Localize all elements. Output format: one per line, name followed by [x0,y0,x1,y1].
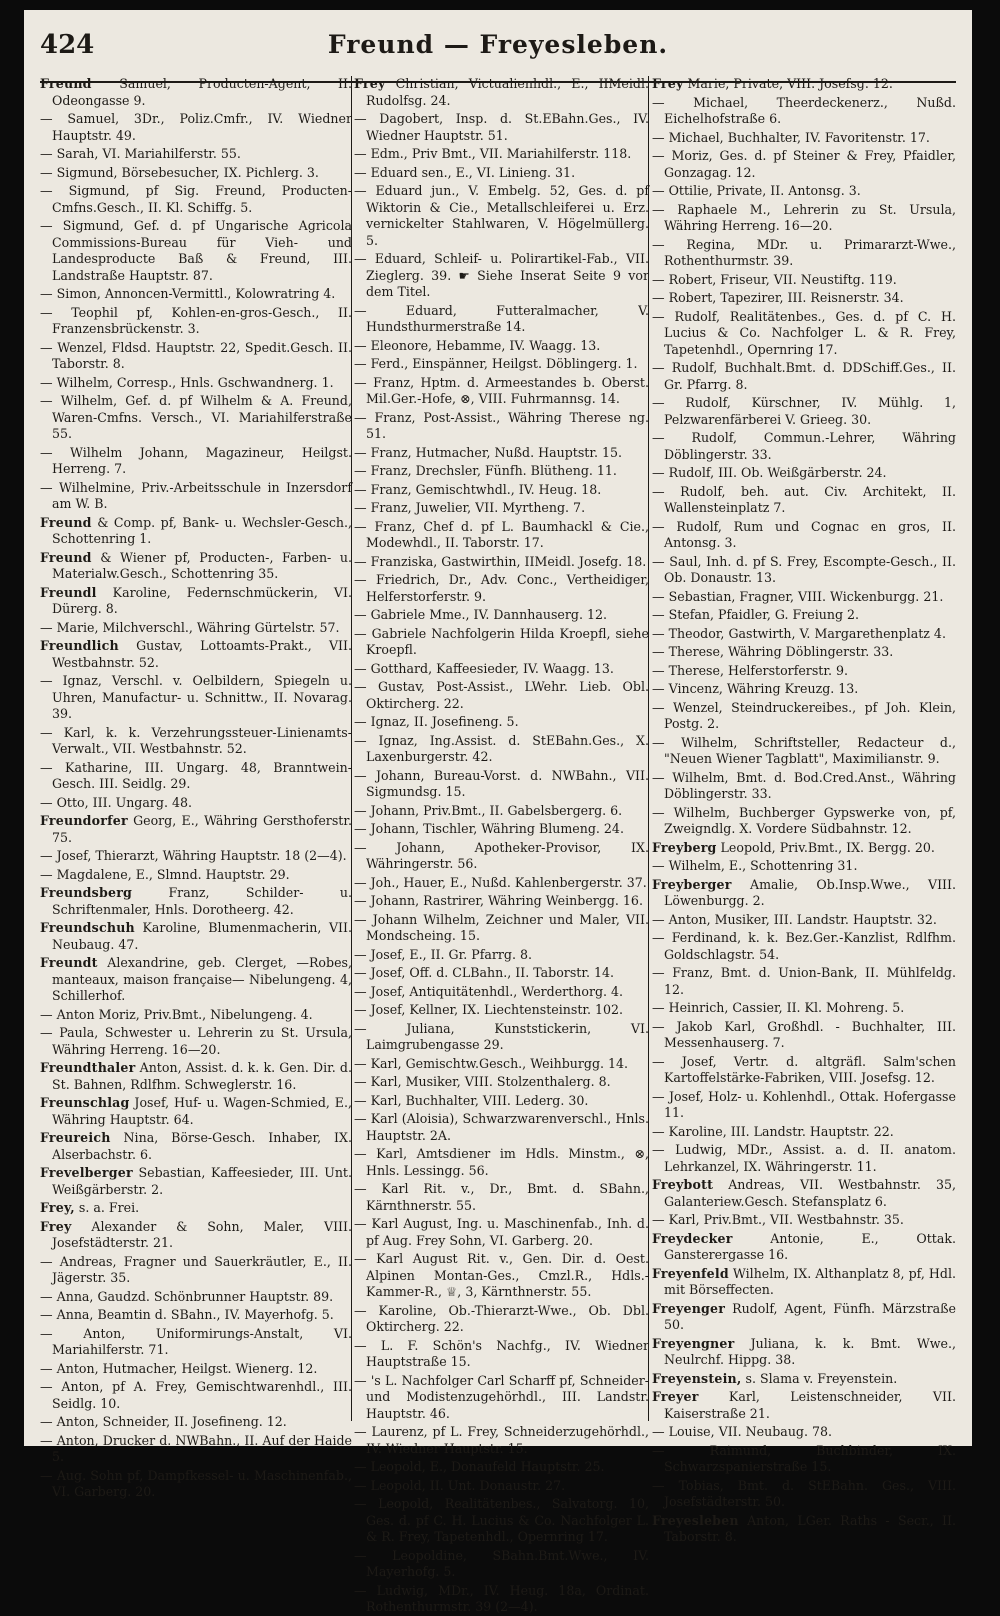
directory-entry: — Wenzel, Steindruckereibes., pf Joh. Klein, Postg. 2. [652,700,956,733]
directory-entry: — Karl, Musiker, VIII. Stolzenthalerg. 8. [354,1074,649,1091]
directory-entry: Freydecker Antonie, E., Ottak. Gansterergasse 16. [652,1230,956,1262]
directory-entry: — Anton, Uniformirungs-Anstalt, VI. Mariahilferstr. 71. [40,1326,352,1359]
directory-entry: — Josef, Vertr. d. altgräfl. Salm'schen Kartoffelstärke-Fabriken, VIII. Josefsg. 12. [652,1054,956,1087]
directory-entry: Freyenstein, s. Slama v. Freyenstein. [652,1370,898,1386]
directory-entry: — Rudolf, Kürschner, IV. Mühlg. 1, Pelzwarenfärberei V. Grieeg. 30. [652,395,956,428]
directory-entry: — Wilhelmine, Priv.-Arbeitsschule in Inzersdorf am W. B. [40,480,352,513]
directory-entry: — Wilhelm, Buchberger Gypswerke von, pf, Zweigndlg. X. Vordere Südbahnstr. 12. [652,805,956,838]
directory-entry: Freundlich Gustav, Lottoamts-Prakt., VII. Westbahnstr. 52. [40,638,352,670]
surname-heading: Freureich [40,1130,111,1145]
directory-entry: — Karl, Buchhalter, VIII. Lederg. 30. [354,1093,649,1110]
surname-heading: Frey [40,1218,72,1234]
directory-entry: — Gabriele Nachfolgerin Hilda Kroepfl, siehe Kroepfl. [354,626,649,659]
directory-entry: — Ignaz, II. Josefineng. 5. [354,714,649,731]
directory-entry: — Josef, Off. d. CLBahn., II. Taborstr. 14. [354,965,649,982]
surname-heading: Freyberger [652,876,732,892]
directory-entry: — Franz, Drechsler, Fünfh. Blütheng. 11. [354,463,649,480]
directory-entry: — 's L. Nachfolger Carl Scharff pf, Schneider- und Modistenzugehörhdl., III. Landstr. Hauptstr. 46. [354,1373,649,1423]
directory-entry: Freund & Wiener pf, Producten-, Farben- u. Materialw.Gesch., Schottenring 35. [40,549,352,581]
directory-entry: Freyer Karl, Leistenschneider, VII. Kaiserstraße 21. [652,1389,956,1421]
directory-entry: — Regina, MDr. u. Primararzt-Wwe., Rothenthurmstr. 39. [652,237,956,270]
directory-entry: — Karl, Priv.Bmt., VII. Westbahnstr. 35. [652,1212,956,1229]
column-right [652,76,956,1544]
directory-page [24,10,972,1614]
directory-entry: — Johann, Rastrirer, Währing Weinbergg. 16. [354,893,649,910]
directory-entry: — Andreas, Fragner und Sauerkräutler, E., II. Jägerstr. 35. [40,1254,352,1287]
directory-entry: — Marie, Milchverschl., Währing Gürtelstr. 57. [40,620,352,637]
directory-entry: — Franz, Chef d. pf L. Baumhackl & Cie., Modewhdl., II. Taborstr. 17. [354,519,649,552]
directory-entry: Frevelberger Sebastian, Kaffeesieder, III. Unt. Weißgärberstr. 2. [40,1165,352,1197]
directory-entry: — Raphaele M., Lehrerin zu St. Ursula, Währing Herreng. 16—20. [652,202,956,235]
directory-entry: Freybott Andreas, VII. Westbahnstr. 35, Galanteriew.Gesch. Stefansplatz 6. [652,1177,956,1209]
directory-entry: — Dagobert, Insp. d. St.EBahn.Ges., IV. Wiedner Hauptstr. 51. [354,111,649,144]
directory-entry: Freyesleben Anton, LGer. Raths - Secr., II. Taborstr. 8. [652,1512,956,1544]
surname-heading: Freybott [652,1177,714,1192]
directory-entry: — Rudolf, Commun.-Lehrer, Währing Döblingerstr. 33. [652,430,956,463]
directory-entry: — Edm., Priv Bmt., VII. Mariahilferstr. 118. [354,146,649,163]
directory-entry: — Laurenz, pf L. Frey, Schneiderzugehörhdl., IV. Wiedner Hauptstr. 15. [354,1424,649,1457]
surname-heading: Freundthaler [40,1060,136,1075]
directory-entry: — Rudolf, beh. aut. Civ. Architekt, II. Wallensteinplatz 7. [652,484,956,517]
directory-entry: — Franz, Post-Assist., Währing Therese ng. 51. [354,410,649,443]
directory-entry: — Rudolf, Rum und Cognac en gros, II. Antonsg. 3. [652,519,956,552]
surname-heading: Freunschlag [40,1095,130,1110]
directory-entry: — Anna, Gaudzd. Schönbrunner Hauptstr. 89. [40,1289,352,1306]
directory-entry: — Samuel, 3Dr., Poliz.Cmfr., IV. Wiedner Hauptstr. 49. [40,111,352,144]
directory-entry: — Otto, III. Ungarg. 48. [40,795,352,812]
directory-entry: — Theodor, Gastwirth, V. Margarethenplatz 4. [652,626,956,643]
directory-entry: Freundl Karoline, Federnschmückerin, VI. Dürerg. 8. [40,584,352,616]
directory-entry: Freundthaler Anton, Assist. d. k. k. Gen. Dir. d. St. Bahnen, Rdlfhm. Schweglerstr. 16. [40,1060,352,1092]
surname-heading: Freyberg [652,839,717,855]
surname-heading: Frey, [40,1200,75,1215]
directory-entry: Frey Marie, Private, VIII. Josefsg. 12. [652,76,893,91]
directory-entry: — Johann, Apotheker-Provisor, IX. Währingerstr. 56. [354,840,649,873]
column-middle [354,76,650,1614]
directory-entry: — Eduard sen., E., VI. Linieng. 31. [354,165,649,182]
directory-entry: — Franz, Bmt. d. Union-Bank, II. Mühlfeldg. 12. [652,965,956,998]
directory-entry: — Michael, Buchhalter, IV. Favoritenstr. 17. [652,130,956,147]
directory-entry: Freundorfer Georg, E., Währing Gersthoferstr. 75. [40,813,352,845]
directory-entry: — Ottilie, Private, II. Antonsg. 3. [652,183,956,200]
running-title: Freund — Freyesleben. [327,30,669,59]
surname-heading: Freundsberg [40,885,133,900]
surname-heading: Freund [40,514,92,530]
directory-entry: — Gotthard, Kaffeesieder, IV. Waagg. 13. [354,661,649,678]
directory-entry: — Wilhelm Johann, Magazineur, Heilgst. Herreng. 7. [40,445,352,478]
directory-entry: — Ludwig, MDr., IV. Heug. 18a, Ordinat. Rothenthurmstr. 39 (2—4). [354,1583,649,1616]
directory-entry: — Anton, pf A. Frey, Gemischtwarenhdl., III. Seidlg. 10. [40,1379,352,1412]
page-header [24,26,972,70]
directory-entry: — Karoline, III. Landstr. Hauptstr. 22. [652,1124,956,1141]
directory-entry: Freyberg Leopold, Priv.Bmt., IX. Bergg. 20. [652,839,935,855]
directory-entry: — Moriz, Ges. d. pf Steiner & Frey, Pfaidler, Gonzagag. 12. [652,148,956,181]
directory-entry: — Karoline, Ob.-Thierarzt-Wwe., Ob. Dbl. Oktircherg. 22. [354,1303,649,1336]
surname-heading: Freundlich [40,638,119,653]
directory-entry: — Stefan, Pfaidler, G. Freiung 2. [652,607,956,624]
directory-entry: — Eduard jun., V. Embelg. 52, Ges. d. pf Wiktorin & Cie., Metallschleiferei u. Erz. vernickelter Stahlwaren, V. Högelmüllerg. 5. [354,183,649,249]
directory-entry: Frey, s. a. Frei. [40,1200,140,1215]
directory-entry: — Louise, VII. Neubaug. 78. [652,1424,956,1441]
surname-heading: Frey [652,76,684,91]
directory-entry: — Magdalene, E., Slmnd. Hauptstr. 29. [40,867,352,884]
directory-entry: — Rudolf, Buchhalt.Bmt. d. DDSchiff.Ges., II. Gr. Pfarrg. 8. [652,360,956,393]
directory-entry: Freundsberg Franz, Schilder- u. Schriftenmaler, Hnls. Dorotheerg. 42. [40,885,352,917]
surname-heading: Freyenfeld [652,1265,729,1281]
directory-entry: — Vincenz, Währing Kreuzg. 13. [652,681,956,698]
directory-entry: — Anton, Hutmacher, Heilgst. Wienerg. 12. [40,1361,352,1378]
surname-heading: Freyenger [652,1300,726,1316]
directory-entry: — Josef, Antiquitätenhdl., Werderthorg. 4. [354,984,649,1001]
directory-entry: Frey Christian, Victualienhdl., E., IIMeidl. Rudolfsg. 24. [354,76,649,108]
directory-entry: — Sarah, VI. Mariahilferstr. 55. [40,146,352,163]
page-number: 424 [40,30,95,60]
directory-entry: — Aug. Sohn pf, Dampfkessel- u. Maschinenfab., VI. Garberg. 20. [40,1468,352,1501]
directory-entry: — Jakob Karl, Großhdl. - Buchhalter, III. Messenhauserg. 7. [652,1019,956,1052]
directory-entry: — Wilhelm, Corresp., Hnls. Gschwandnerg. 1. [40,375,352,392]
directory-entry: — Therese, Währing Döblingerstr. 33. [652,644,956,661]
directory-entry: — Wilhelm, Schriftsteller, Redacteur d., "Neuen Wiener Tagblatt", Maximilianstr. 9. [652,735,956,768]
directory-entry: — Wilhelm, E., Schottenring 31. [652,858,956,875]
directory-entry: — Ignaz, Verschl. v. Oelbildern, Spiegeln u. Uhren, Manufactur- u. Schnittw., II. Novarag. 39. [40,673,352,723]
directory-entry: — Josef, Kellner, IX. Liechtensteinstr. 102. [354,1002,649,1019]
directory-entry: — Eleonore, Hebamme, IV. Waagg. 13. [354,338,649,355]
directory-entry: — Katharine, III. Ungarg. 48, Branntwein-Gesch. III. Seidlg. 29. [40,760,352,793]
directory-entry: — Karl, Gemischtw.Gesch., Weihburgg. 14. [354,1056,649,1073]
directory-entry: — Raimund, Buchbinder, IX. Schwarzspanierstraße 15. [652,1443,956,1476]
directory-entry: — L. F. Schön's Nachfg., IV. Wiedner Hauptstraße 15. [354,1338,649,1371]
directory-entry: — Anton, Drucker d. NWBahn., II. Auf der Haide 5. [40,1433,352,1466]
surname-heading: Frevelberger [40,1165,133,1180]
surname-heading: Frey [354,76,386,91]
directory-entry: — Juliana, Kunststickerin, VI. Laimgrubengasse 29. [354,1021,649,1054]
directory-entry: — Eduard, Futteralmacher, V. Hundsthurmerstraße 14. [354,303,649,336]
surname-heading: Freundorfer [40,813,128,828]
directory-entry: Freyenfeld Wilhelm, IX. Althanplatz 8, pf, Hdl. mit Börseffecten. [652,1265,956,1297]
directory-entry: — Franz, Hutmacher, Nußd. Hauptstr. 15. [354,445,649,462]
directory-entry: — Leopoldine, SBahn.Bmt.Wwe., IV. Mayerhofg. 5. [354,1548,649,1581]
directory-entry: — Johann Wilhelm, Zeichner und Maler, VII. Mondscheing. 15. [354,912,649,945]
directory-entry: Freyenger Rudolf, Agent, Fünfh. Märzstraße 50. [652,1300,956,1332]
directory-entry: — Leopold, II. Unt. Donaustr. 27. [354,1478,649,1495]
directory-entry: — Anna, Beamtin d. SBahn., IV. Mayerhofg. 5. [40,1307,352,1324]
directory-entry: — Rudolf, III. Ob. Weißgärberstr. 24. [652,465,956,482]
directory-entry: — Wilhelm, Gef. d. pf Wilhelm & A. Freund, Waren-Cmfns. Versch., VI. Mariahilferstraße 55. [40,393,352,443]
directory-entry: Freundschuh Karoline, Blumenmacherin, VII. Neubaug. 47. [40,920,352,952]
directory-entry: — Wenzel, Fldsd. Hauptstr. 22, Spedit.Gesch. II. Taborstr. 8. [40,340,352,373]
surname-heading: Freyengner [652,1335,735,1351]
directory-entry: — Robert, Tapezirer, III. Reisnerstr. 34. [652,290,956,307]
directory-entry: — Sebastian, Fragner, VIII. Wickenburgg. 21. [652,589,956,606]
directory-entry: — Anton Moriz, Priv.Bmt., Nibelungeng. 4. [40,1007,352,1024]
surname-heading: Freund [40,549,92,565]
directory-entry: — Johann, Bureau-Vorst. d. NWBahn., VII. Sigmundsg. 15. [354,768,649,801]
directory-entry: — Josef, E., II. Gr. Pfarrg. 8. [354,947,649,964]
directory-entry: — Teophil pf, Kohlen-en-gros-Gesch., II. Franzensbrückenstr. 3. [40,305,352,338]
directory-entry: — Ignaz, Ing.Assist. d. StEBahn.Ges., X. Laxenburgerstr. 42. [354,733,649,766]
directory-entry: — Ferdinand, k. k. Bez.Ger.-Kanzlist, Rdlfhm. Goldschlagstr. 54. [652,930,956,963]
column-left [40,76,352,1499]
directory-entry: Freureich Nina, Börse-Gesch. Inhaber, IX. Alserbachstr. 6. [40,1130,352,1162]
directory-entry: — Joh., Hauer, E., Nußd. Kahlenbergerstr. 37. [354,875,649,892]
directory-entry: — Ludwig, MDr., Assist. a. d. II. anatom. Lehrkanzel, IX. Währingerstr. 11. [652,1142,956,1175]
directory-entry: Freyberger Amalie, Ob.Insp.Wwe., VIII. Löwenburgg. 2. [652,876,956,908]
directory-entry: — Franz, Hptm. d. Armeestandes b. Oberst. Mil.Ger.-Hofe, ⊗, VIII. Fuhrmannsg. 14. [354,375,649,408]
directory-entry: — Leopold, Realitätenbes., Salvatorg. 10, Ges. d. pf C. H. Lucius & Co. Nachfolger L. & R. Frey, Tapetenhdl., Opernring 17. [354,1496,649,1546]
directory-entry: — Wilhelm, Bmt. d. Bod.Cred.Anst., Währing Döblingerstr. 33. [652,770,956,803]
surname-heading: Freyer [652,1389,699,1404]
directory-entry: — Josef, Holz- u. Kohlenhdl., Ottak. Hofergasse 11. [652,1089,956,1122]
directory-entry: — Leopold, E., Donaufeld Hauptstr. 25. [354,1459,649,1476]
surname-heading: Freund [40,76,92,91]
directory-entry: Frey Alexander & Sohn, Maler, VIII. Josefstädterstr. 21. [40,1218,352,1250]
directory-entry: — Sigmund, Gef. d. pf Ungarische Agricola Commissions-Bureau für Vieh- und Landesproducte Baß & Freund, III. Landstraße Hauptstr. 87. [40,218,352,284]
directory-entry: — Gustav, Post-Assist., LWehr. Lieb. Obl. Oktircherg. 22. [354,679,649,712]
directory-entry: — Heinrich, Cassier, II. Kl. Mohreng. 5. [652,1000,956,1017]
directory-entry: — Anton, Musiker, III. Landstr. Hauptstr. 32. [652,912,956,929]
directory-entry: — Karl August Rit. v., Gen. Dir. d. Oest. Alpinen Montan-Ges., Cmzl.R., Hdls.-Kammer-R., ♕, 3, Kärnthnerstr. 55. [354,1251,649,1301]
directory-entry: — Michael, Theerdeckenerz., Nußd. Eichelhofstraße 6. [652,95,956,128]
surname-heading: Freyenstein, [652,1370,742,1386]
directory-entry: — Paula, Schwester u. Lehrerin zu St. Ursula, Währing Herreng. 16—20. [40,1025,352,1058]
directory-entry: — Ferd., Einspänner, Heilgst. Döblingerg. 1. [354,356,649,373]
directory-entry: Freyengner Juliana, k. k. Bmt. Wwe., Neulrchf. Hippg. 38. [652,1335,956,1367]
directory-entry: — Robert, Friseur, VII. Neustiftg. 119. [652,272,956,289]
directory-entry: — Tobias, Bmt. d. StEBahn. Ges., VIII. Josefstädterstr. 50. [652,1478,956,1511]
surname-heading: Freundt [40,955,98,970]
surname-heading: Freundschuh [40,920,135,935]
directory-entry: — Johann, Priv.Bmt., II. Gabelsbergerg. 6. [354,803,649,820]
directory-entry: — Karl, Amtsdiener im Hdls. Minstm., ⊗, Hnls. Lessingg. 56. [354,1146,649,1179]
directory-entry: Freund Samuel, Producten-Agent, II. Odeongasse 9. [40,76,352,108]
directory-entry: — Franz, Gemischtwhdl., IV. Heug. 18. [354,482,649,499]
directory-entry: Freundt Alexandrine, geb. Clerget, —Robes, manteaux, maison française— Nibelungeng. 4, Schillerhof. [40,955,352,1003]
directory-entry: — Gabriele Mme., IV. Dannhauserg. 12. [354,607,649,624]
directory-entry: — Karl Rit. v., Dr., Bmt. d. SBahn., Kärnthnerstr. 55. [354,1181,649,1214]
surname-heading: Freydecker [652,1230,733,1246]
directory-entry: Freund & Comp. pf, Bank- u. Wechsler-Gesch., Schottenring 1. [40,514,352,546]
directory-entry: — Josef, Thierarzt, Währing Hauptstr. 18 (2—4). [40,848,352,865]
directory-entry: — Saul, Inh. d. pf S. Frey, Escompte-Gesch., II. Ob. Donaustr. 13. [652,554,956,587]
surname-heading: Freundl [40,584,97,600]
directory-entry: — Franziska, Gastwirthin, IIMeidl. Josefg. 18. [354,554,649,571]
directory-entry: — Karl, k. k. Verzehrungssteuer-Linienamts-Verwalt., VII. Westbahnstr. 52. [40,725,352,758]
directory-entry: Freunschlag Josef, Huf- u. Wagen-Schmied, E., Währing Hauptstr. 64. [40,1095,352,1127]
directory-entry: — Anton, Schneider, II. Josefineng. 12. [40,1414,352,1431]
directory-entry: — Therese, Helferstorferstr. 9. [652,663,956,680]
directory-entry: — Simon, Annoncen-Vermittl., Kolowratring 4. [40,286,352,303]
directory-entry: — Friedrich, Dr., Adv. Conc., Vertheidiger, Helferstorferstr. 9. [354,572,649,605]
directory-entry: — Karl (Aloisia), Schwarzwarenverschl., Hnls. Hauptstr. 2A. [354,1111,649,1144]
directory-entry: — Sigmund, pf Sig. Freund, Producten-Cmfns.Gesch., II. Kl. Schiffg. 5. [40,183,352,216]
directory-entry: — Rudolf, Realitätenbes., Ges. d. pf C. H. Lucius & Co. Nachfolger L. & R. Frey, Tapetenhdl., Opernring 17. [652,309,956,359]
surname-heading: Freyesleben [652,1512,739,1528]
directory-entry: — Eduard, Schleif- u. Polirartikel-Fab., VII. Zieglerg. 39. ☛ Siehe Inserat Seite 9 vor dem Titel. [354,251,649,301]
directory-entry: — Franz, Juwelier, VII. Myrtheng. 7. [354,500,649,517]
directory-entry: — Sigmund, Börsebesucher, IX. Pichlerg. 3. [40,165,352,182]
directory-entry: — Karl August, Ing. u. Maschinenfab., Inh. d. pf Aug. Frey Sohn, VI. Garberg. 20. [354,1216,649,1249]
directory-entry: — Johann, Tischler, Währing Blumeng. 24. [354,821,649,838]
